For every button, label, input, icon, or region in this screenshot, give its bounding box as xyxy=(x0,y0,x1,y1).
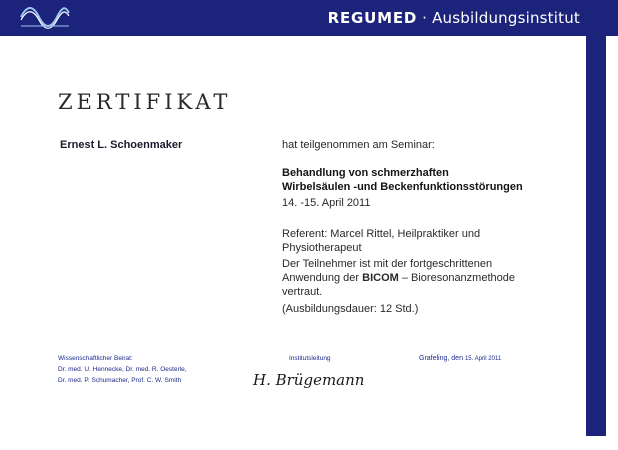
brand-header xyxy=(328,9,580,27)
board-label: Wissenschaftlicher Beirat: xyxy=(58,355,133,362)
place-date xyxy=(419,355,501,362)
brand-suffix: Ausbildungsinstitut xyxy=(432,9,580,27)
place-date-label: Grafeling, den xyxy=(419,355,463,362)
statement-line3: vertraut. xyxy=(282,286,323,298)
board-line2: Dr. med. P. Schumacher, Prof. C. W. Smith xyxy=(58,377,182,384)
referent-line1: Referent: Marcel Rittel, Heilpraktiker und xyxy=(282,228,481,240)
brand-separator: · xyxy=(417,9,433,27)
bicom-brand: BICOM xyxy=(362,272,399,284)
board-line1: Dr. med. U. Hennecke, Dr. med. R. Oesterle, xyxy=(58,366,187,373)
participant-name: Ernest L. Schoenmaker xyxy=(60,139,183,151)
statement-line1: Der Teilnehmer ist mit der fortgeschrittenen xyxy=(282,258,493,270)
sine-wave-logo-icon xyxy=(20,4,70,30)
institute-label: Institutsleitung xyxy=(289,355,331,362)
brand-name: REGUMED xyxy=(327,9,418,27)
statement-suffix: – Bioresonanzmethode xyxy=(398,272,515,284)
seminar-title-line2: Wirbelsäulen -und Beckenfunktionsstörungen xyxy=(282,181,523,193)
statement-line2 xyxy=(282,272,515,284)
certificate-title: ZERTIFIKAT xyxy=(58,90,232,114)
seminar-title-line1: Behandlung von schmerzhaften xyxy=(282,167,449,179)
signature-icon xyxy=(251,367,381,393)
right-border-bar xyxy=(586,36,606,436)
intro-text: hat teilgenommen am Seminar: xyxy=(282,139,435,151)
duration: (Ausbildungsdauer: 12 Std.) xyxy=(282,303,419,315)
place-date-value: 15. April 2011 xyxy=(464,356,502,362)
date-range: 14. -15. April 2011 xyxy=(282,197,371,209)
signature-text: H. Brügemann xyxy=(253,371,365,389)
referent-line2: Physiotherapeut xyxy=(282,242,362,254)
statement-prefix: Anwendung der xyxy=(282,272,363,284)
